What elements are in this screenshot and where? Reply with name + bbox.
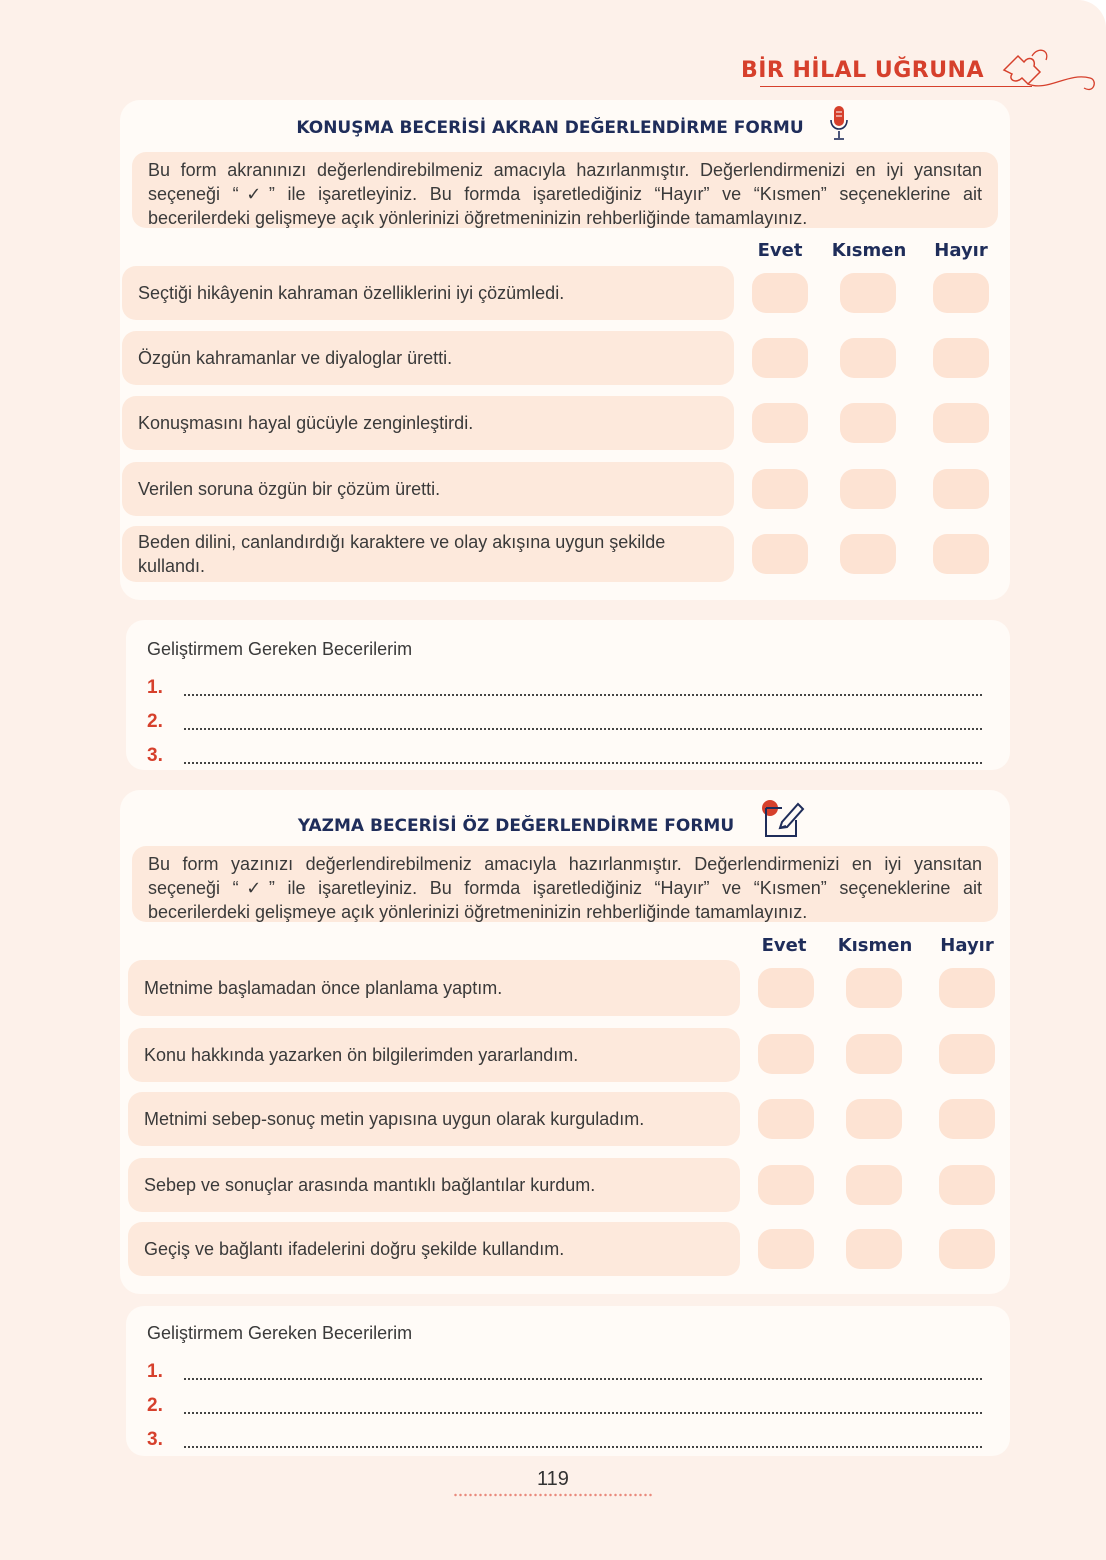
form2-row2-kismen-checkbox[interactable] (846, 1034, 902, 1074)
form2-skill-number-3: 3. (147, 1429, 163, 1450)
book-title: BİR HİLAL UĞRUNA (740, 58, 984, 83)
form2-criterion-1: Metnime başlamadan önce planlama yaptım. (128, 960, 740, 1016)
form2-skills-title: Geliştirmem Gereken Becerilerim (147, 1323, 413, 1343)
form1-col-hayir: Hayır (934, 240, 988, 261)
page-number: 119 (537, 1468, 569, 1490)
page-number-decoration (453, 1493, 653, 1497)
form2-skill-number-2: 2. (147, 1395, 163, 1416)
form2-row4-evet-checkbox[interactable] (758, 1165, 814, 1205)
form1-criterion-3: Konuşmasını hayal gücüyle zenginleştirdi. (122, 396, 734, 450)
form1-row5-kismen-checkbox[interactable] (840, 534, 896, 574)
form2-row3-evet-checkbox[interactable] (758, 1099, 814, 1139)
form2-skill-line-2[interactable] (184, 1412, 982, 1414)
form2-criterion-2: Konu hakkında yazarken ön bilgilerimden yararlandım. (128, 1028, 740, 1082)
form2-skill-line-1[interactable] (184, 1378, 982, 1380)
form1-col-kismen: Kısmen (831, 240, 907, 261)
form1-row4-kismen-checkbox[interactable] (840, 469, 896, 509)
form1-row3-evet-checkbox[interactable] (752, 403, 808, 443)
form1-row5-evet-checkbox[interactable] (752, 534, 808, 574)
form2-row1-kismen-checkbox[interactable] (846, 968, 902, 1008)
form2-row1-evet-checkbox[interactable] (758, 968, 814, 1008)
form2-row3-hayir-checkbox[interactable] (939, 1099, 995, 1139)
form1-row2-evet-checkbox[interactable] (752, 338, 808, 378)
form1-criterion-4: Verilen soruna özgün bir çözüm üretti. (122, 462, 734, 516)
form2-criterion-5: Geçiş ve bağlantı ifadelerini doğru şekilde kullandım. (128, 1222, 740, 1276)
form2-criterion-3: Metnimi sebep-sonuç metin yapısına uygun olarak kurguladım. (128, 1092, 740, 1146)
form1-skill-number-1: 1. (147, 677, 163, 698)
form1-skills-title: Geliştirmem Gereken Becerilerim (147, 639, 413, 659)
form1-row2-hayir-checkbox[interactable] (933, 338, 989, 378)
form1-intro: Bu form akranınızı değerlendirebilmeniz amacıyla hazırlanmıştır. Değerlendirmenizi en iyi yansıtan seçeneği “✓” ile işaretleyiniz. Bu formda işaretlediğiniz “Hayır” ve “Kısmen” seçeneklerine ait becerilerdeki gelişmeye açık yönlerinizi öğretmeninizin rehberliğinde tamamlayınız. (132, 152, 998, 228)
form1-skill-number-3: 3. (147, 745, 163, 766)
form2-row3-kismen-checkbox[interactable] (846, 1099, 902, 1139)
form1-row1-hayir-checkbox[interactable] (933, 273, 989, 313)
form1-criterion-1: Seçtiği hikâyenin kahraman özelliklerini iyi çözümledi. (122, 266, 734, 320)
form1-row5-hayir-checkbox[interactable] (933, 534, 989, 574)
form1-col-evet: Evet (757, 240, 803, 261)
form1-row2-kismen-checkbox[interactable] (840, 338, 896, 378)
form2-criterion-4: Sebep ve sonuçlar arasında mantıklı bağlantılar kurdum. (128, 1158, 740, 1212)
form2-row2-evet-checkbox[interactable] (758, 1034, 814, 1074)
form1-skill-line-2[interactable] (184, 728, 982, 730)
form2-row4-hayir-checkbox[interactable] (939, 1165, 995, 1205)
form2-row5-hayir-checkbox[interactable] (939, 1229, 995, 1269)
microphone-icon (828, 104, 850, 144)
form1-criterion-5: Beden dilini, canlandırdığı karaktere ve olay akışına uygun şekilde kullandı. (122, 526, 734, 582)
form1-row4-evet-checkbox[interactable] (752, 469, 808, 509)
form1-row3-hayir-checkbox[interactable] (933, 403, 989, 443)
form2-row1-hayir-checkbox[interactable] (939, 968, 995, 1008)
form1-skill-line-1[interactable] (184, 694, 982, 696)
form1-row3-kismen-checkbox[interactable] (840, 403, 896, 443)
form2-intro: Bu form yazınızı değerlendirebilmeniz amacıyla hazırlanmıştır. Değerlendirmenizi en iyi yansıtan seçeneği “✓” ile işaretleyiniz. Bu formda işaretlediğiniz “Hayır” ve “Kısmen” seçeneklerine ait becerilerdeki gelişmeye açık yönlerinizi öğretmeninizin rehberliğinde tamamlayınız. (132, 846, 998, 922)
form2-skill-number-1: 1. (147, 1361, 163, 1382)
form1-skill-line-3[interactable] (184, 762, 982, 764)
form1-criterion-2: Özgün kahramanlar ve diyaloglar üretti. (122, 331, 734, 385)
form2-skill-line-3[interactable] (184, 1446, 982, 1448)
header-divider (760, 86, 1032, 87)
form1-row1-evet-checkbox[interactable] (752, 273, 808, 313)
form2-row5-evet-checkbox[interactable] (758, 1229, 814, 1269)
form2-row2-hayir-checkbox[interactable] (939, 1034, 995, 1074)
form1-row4-hayir-checkbox[interactable] (933, 469, 989, 509)
form1-title: KONUŞMA BECERİSİ AKRAN DEĞERLENDİRME FORMU (296, 118, 804, 138)
form2-title: YAZMA BECERİSİ ÖZ DEĞERLENDİRME FORMU (297, 816, 735, 836)
puzzle-piece-icon (998, 42, 1098, 102)
form2-col-kismen: Kısmen (837, 935, 913, 956)
form2-col-evet: Evet (761, 935, 807, 956)
form1-skill-number-2: 2. (147, 711, 163, 732)
form2-row5-kismen-checkbox[interactable] (846, 1229, 902, 1269)
form1-row1-kismen-checkbox[interactable] (840, 273, 896, 313)
form2-col-hayir: Hayır (940, 935, 994, 956)
writing-pencil-icon (760, 798, 806, 840)
form2-row4-kismen-checkbox[interactable] (846, 1165, 902, 1205)
